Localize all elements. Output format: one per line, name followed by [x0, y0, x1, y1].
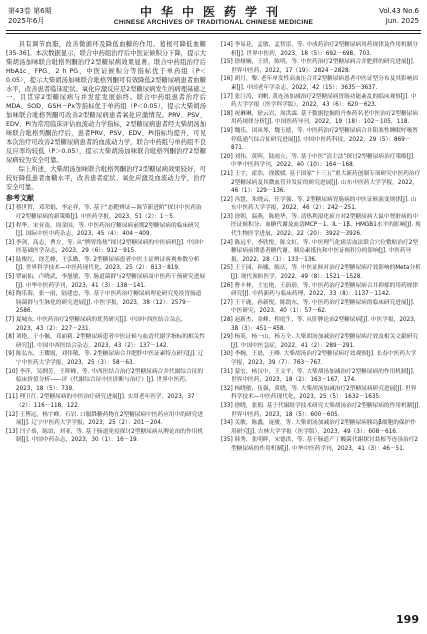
reference-item: [35] 韩秀，张明晖，宋德洪，等. 基于肠道产丁酸菌代谢探讨葛根芩连汤治疗2型糖尿病的作用机制[J]. 中华中医药学刊，2023，41（3）：46－51. [221, 437, 419, 452]
reference-item: [2] 程华，宋亚南，周金国，等. 中医药治疗糖尿病前期2型糖尿病的临床研究[J]. 国际中医中药杂志，2023，45（4）：404－409. [6, 222, 200, 238]
references-list-left [6, 204, 206, 445]
reference-item: [4] 陆俊红，徐艺峰，王弘勤，等. 2型糖尿病患者中医主证辨证客观参数分析[J]. 世界科学技术—中医药现代化，2023，25（2）：813－819. [6, 256, 200, 272]
reference-item: [9] 陈弘东，王耀霞，刘伟敬，等. 2型糖尿病合并肥胖中医证素特点研究[J]. 辽宁中医药大学学报，2023，25（3）：58－63. [6, 351, 204, 366]
reference-item: [3] 李剑，高志，曹方，等. 从“脾胃络热”探讨2型糖尿病的中医病机[J]. 中国中医基础医学杂志，2023，29（6）：912－915. [6, 239, 204, 255]
reference-item: [1] 蔡世哲，邓荣娟，李定祥，等. 基于“态靶辨证—调节新进阶”探讨中医药治疗2型糖尿病的新策略[J]. 中医药学报，2023，51（2）：1－5. [6, 205, 202, 220]
reference-item: [7] 夏城东. 中医药治疗2型糖尿病的优势研究[J]. 中国中西医结合杂志，2023，43（2）：227－231. [6, 317, 187, 332]
date-en: Jun. 2025 [385, 17, 419, 25]
references-title: 参考文献 [6, 194, 34, 203]
reference-item: [15] 徐娅娴，王质，陈明，等. 中医药治疗2型糖尿病合并肥胖的研究进展[J]. 世界中医药，2022，17（19）：2824－2828. [221, 59, 415, 74]
reference-item: [30] 李婉，王晨，王峰. 大柴胡汤治疗2型糖尿病疗效观察[J]. 长春中医药大学学报，2023，39（7）：763－767. [221, 351, 417, 366]
date-cn: 2025年6月 [8, 17, 45, 25]
reference-item: [25] 王于园，孙娜，陈庆，等. 中医证候对治疗2型糖尿病疗效影响的Meta分析[J]. 现代预防医学，2022，49（8）：1521－1528. [221, 265, 421, 281]
reference-item: [18] 祝琳琳，徐云岩，周洪霖. 基于数据挖掘的丹参药名老中医治疗2型糖尿病用药规律分析[J]. 中国医药导刊，2022，19（18）：102－105，118. [221, 110, 419, 126]
body-paragraph-1: 具有调节血脂，改善微循环及降低血糖的作用。葛根可降低血糖[35-36]。本次数据显示，联合中药组治疗后中医证候积分下降，提示大柴胡汤加味联合吡格列酮治疗2型糖尿病效果显著。联合中药组治疗后HbA1c、FPG、2 h PG、中医证候积分等指标优于单药组（P＜0.05），提示大柴胡汤加味联合吡格列酮可有效降低2型糖尿病患者血糖水平，改善患者临床症状。氧化应激反应是2型糖尿病发生的病理基础之一，且贯穿2型糖尿病与并发症发展始终。联合中药组患者治疗后MDA、SOD、GSH－Px等指标优于单药组（P＜0.05），提示大柴胡汤加味联合吡格列酮可改善2型糖尿病患者氧化应激情况。PRV、PSV、EDV、PI为常用临床评估血流动力学指标，2型糖尿病患者经大柴胡汤加味联合吡格列酮治疗后，患者PRV、PSV、EDV、PI指标均提升，可见本次治疗可改善2型糖尿病患者的血流动力学，联合中药组与单药组不良反应率均较低（P＞0.05），提示大柴胡汤加味联合吡格列酮治疗2型糖尿病较为安全可靠。 [6, 41, 206, 164]
header-rule-top [6, 30, 421, 31]
reference-item: [23] 徐朝，温燕，陈艳华，等. 清热利湿化瘀方对2型糖尿病大鼠中肾脏病的中医证候积分、血糖代谢及血清MCP－1、IL－1β、HMGB1水平的影响[J]. 现代生物医学进展，2022，22（20）：3922－3926. [221, 213, 421, 238]
reference-item: [33] 徐晓，张娟. 基于代谢组学技术研究大柴胡汤治疗2型糖尿病的作用机制[J]. 世界中医药，2023，18（5）：600－605. [221, 402, 421, 418]
reference-item: [8] 刘艳，于小佩，邓丽莉. 2型糖尿病患者中医证候与血清代谢学指标的相关性研究[J]. 中国中西医结合杂志，2023，43（2）：137－142. [6, 334, 206, 349]
reference-item: [11] 理卫红. 2型糖尿病的中医治疗研究进展[J]. 实用老年医学，2023，37（2）：116－118，122. [6, 394, 195, 409]
reference-item: [5] 覃丽仙，卢晓武，李旭敏，等. 肠道菌群与2型糖尿病及中医药干预研究进展[J]. 中华中医药学刊，2023，41（3）：138－141. [6, 274, 206, 289]
journal-title-en: CHINESE ARCHIVES OF TRADITIONAL CHINESE MEDICINE [113, 19, 314, 26]
page-number: 199 [396, 613, 419, 626]
reference-item: [17] 张汀涛，刘帆. 黄连汤加减治疗2型糖尿病胃肠功能紊乱的临床观察[J]. 中药大学学报（医学科学版），2022，43（6）：620－623. [221, 93, 417, 109]
reference-item: [14] 李易花，孟敏，孟智雷，等. 中成药治疗2型糖尿病用药规律及作用机制分析[J]. 世界中医药，2023，18（5）：692－698，703. [221, 42, 419, 57]
reference-item: [19] 魏乐，国凤琴，魏玉德，等. 中医药治疗2型糖尿病合并阻塞性睡眠呼吸暂停低通气综合征研究进展[J]. 中国中医药科技，2022，29（5）：869－871. [221, 127, 419, 152]
page-header [0, 0, 427, 40]
reference-item: [16] 胡月，黎. 老年单发性高血压合并2型糖尿病患者中医证型分布及其影响因素[J]. 中国老年学杂志，2022，42（15）：3635－3637. [221, 76, 419, 91]
reference-item: [21] 王宇，霍浩，徐媛媛. 基于国家“十三五”重大新药创制专项研究中医药治疗2型糖尿病及其微血管并发症的研究进展[J]. 山东中医药大学学报，2022，46（1）：129－136. [221, 170, 421, 195]
reference-item: [31] 蒙宏，杨汉中，王文平，等. 大柴胡汤加减治疗2型糖尿病的作用机制[J]. 世界中医药，2023，18（2）：163－167，174. [221, 368, 415, 384]
volume-en: Vol.43 No.6 [379, 7, 419, 15]
left-column [6, 41, 206, 445]
reference-item: [20] 刘伟，黄晖，陆雨立，等. 基于中医“清主法”探讨2型糖尿病治疗策略[J]. 中华中医药学刊，2022，40（10）：164－168. [221, 153, 415, 169]
reference-item: [29] 杨英，杨一山，杨万全. 大柴胡汤加减治疗2型糖尿病疗效及相关文献研究[J]. 中国中医急症，2022，41（2）：289－291. [221, 334, 419, 349]
reference-item: [13] 闫子恭，陈谊，刘亚，等. 基于肠道免疫探讨2型糖尿病从脾论治的作用机制[J]. 中国中药杂志，2023，30（1）：16－19. [6, 428, 204, 444]
body-paragraph-2: 综上所述，大柴胡汤加味联合吡格列酮治疗2型糖尿病效果较好，可较好降低患者血糖水平，改善患者症状、氧化应激及血流动力学，治疗安全可靠。 [6, 165, 206, 191]
reference-item: [26] 曹丰林，王宏艳，王蔚蔚，等. 中医药治疗2型糖尿病合并抑郁的用药规律研究[J]. 中药新药与临床药理，2022，33（8）：1137－1142. [221, 282, 419, 298]
reference-item: [12] 王博远，杨宇峰，石岩. 口服降糖药物在2型糖尿病中医药应用中的研究进展[J]. 辽宁中医药大学学报，2023，25（2）：201－204. [6, 411, 204, 427]
right-column [221, 41, 421, 454]
reference-item: [24] 陈远平，李欣悦，陈文虹，等. 中医理气化痰活血法联合穴位敷贴治疗2型糖尿病前期患者糖代谢、胰岛素抵抗和中医证候积分的影响[J]. 中医药导报，2022，28（1）：133－136. [221, 239, 419, 263]
reference-item: [6] 陶乐海，张一雨，陆建忠，等. 基于中医药治疗糖尿病理论研究免疫胃肠道肠菌群与生脉化的研究进展[J]. 中医学报，2023，38（12）：2579－2586. [6, 291, 202, 315]
volume-cn: 第43卷 第6期 [8, 7, 52, 15]
reference-item: [10] 李萍，吴纲芳，王晖峰，等. 中西医结合治疗2型糖尿病合并代谢综合征的临床价值分析——评《代谢综合征中医诊断与治疗》[J]. 世界中医药，2023，18（5）：739. [6, 368, 204, 392]
reference-item: [34] 关敏，陈鑫，庞骏，等. 大柴胡汤加减治疗2型糖尿病胰岛β细胞的保护作用研究[J]. 吉林大学学报（医学版），2023，49（3）：608－616. [221, 420, 416, 435]
reference-item: [27] 王干鹿，孙新悦，陈凯东，等. 中医药治疗2型糖尿病的临床研究进展[J]. 中医研究，2023，40（1）：57－62. [221, 299, 415, 315]
journal-title-cn: 中华中医药学刊 [139, 5, 287, 19]
references-list-right [221, 41, 421, 454]
header-right [379, 6, 419, 26]
reference-item: [22] 冯慧，朱晓云，任学强，等. 2型糖尿病胃肠病的中医证候演变规律[J]. 山东中医药大学学报，2022，46（2）：242－251. [221, 196, 417, 212]
reference-item: [32] 杨晓敏，伍强，黄晓，等. 大柴胡汤加减治疗2型糖尿病研究进展[J]. 世界科学技术—中医药现代化，2023，25（5）：1632－1635. [221, 385, 417, 401]
header-rule-bottom [6, 33, 421, 34]
reference-item: [28] 赵新杰，金峰，程庭生，等. 从肝脾论治2型糖尿病[J]. 中医学报，2023，38（3）：451－458. [221, 317, 420, 332]
